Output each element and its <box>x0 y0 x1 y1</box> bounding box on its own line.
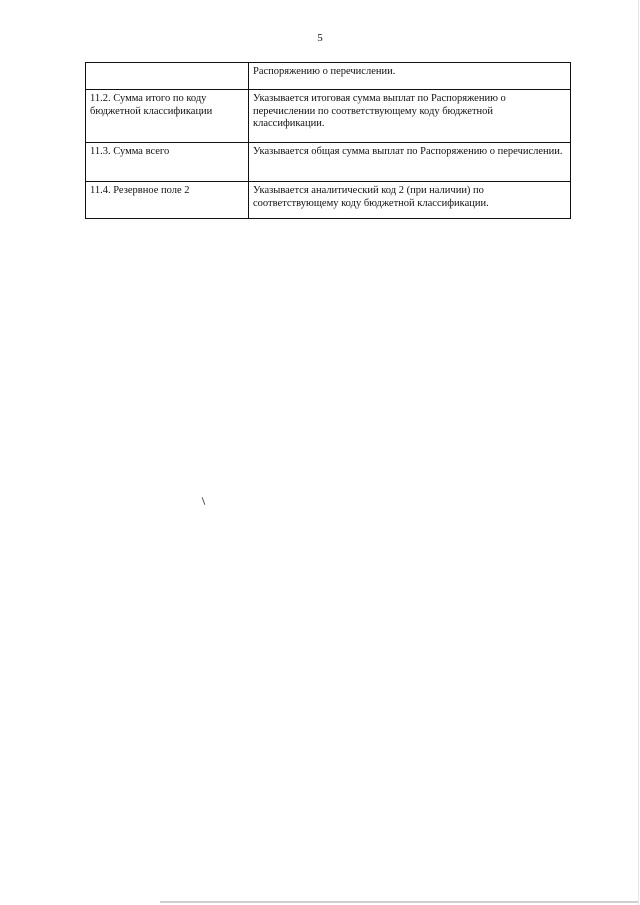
field-name-cell: 11.3. Сумма всего <box>86 143 249 182</box>
field-description-cell: Указывается аналитический код 2 (при наличии) по соответствующему коду бюджетной классификации. <box>249 182 571 219</box>
page-number: 5 <box>317 32 323 44</box>
scan-artifact-mark <box>202 497 206 505</box>
field-description-cell: Указывается общая сумма выплат по Распоряжению о перечислении. <box>249 143 571 182</box>
field-name-cell: 11.4. Резервное поле 2 <box>86 182 249 219</box>
table-row <box>86 143 571 182</box>
fields-table <box>85 62 571 219</box>
scan-right-edge <box>638 0 639 905</box>
field-name-cell: 11.2. Сумма итого по коду бюджетной классификации <box>86 90 249 143</box>
table-row <box>86 182 571 219</box>
table-row <box>86 63 571 90</box>
field-name-cell <box>86 63 249 90</box>
field-description-cell: Распоряжению о перечислении. <box>249 63 571 90</box>
field-description-cell: Указывается итоговая сумма выплат по Распоряжению о перечислении по соответствующему коду бюджетной классификации. <box>249 90 571 143</box>
scan-bottom-edge <box>160 901 638 903</box>
table-row <box>86 90 571 143</box>
